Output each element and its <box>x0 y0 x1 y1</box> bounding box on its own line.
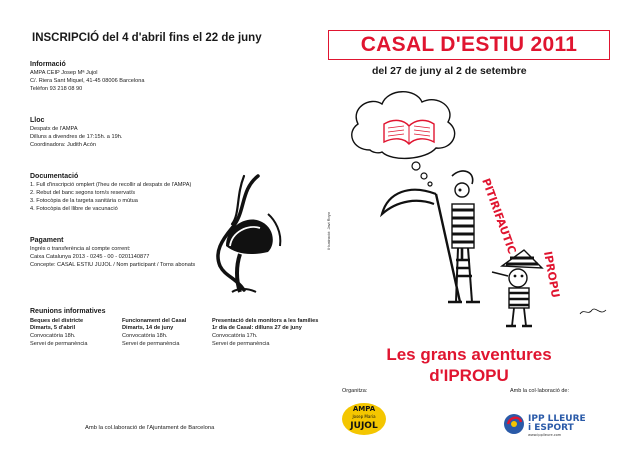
mushroom-illustration <box>0 0 312 310</box>
inscription-heading: INSCRIPCIÓ del 4 d'abril fins el 22 de juny <box>32 32 262 44</box>
ipp-logo-url: www.ipplleure.com <box>528 433 562 437</box>
collab-label: Amb la col·laboració de: <box>510 388 570 394</box>
informacio-line: AMPA CEIP Josep Mª Jujol <box>30 70 98 76</box>
reunion-column <box>122 318 200 348</box>
documentacio-line: 2. Rebut del banc segons torn/s reservat/s <box>30 190 136 196</box>
reunion-note: Servei de permanència <box>30 341 88 347</box>
reunion-column <box>212 318 322 348</box>
ipp-logo <box>502 410 612 438</box>
pagament-title: Pagament <box>30 237 64 244</box>
pagament-line: Ingrés o transferència al compte corrent: <box>30 246 131 252</box>
ampa-logo-line1: AMPA <box>352 405 376 413</box>
reunion-note: Servei de permanència <box>212 341 270 347</box>
reunion-time: Convocatòria 17h. <box>212 333 258 339</box>
reunion-column <box>30 318 110 348</box>
lloc-line: Despatx de l'AMPA <box>30 126 78 132</box>
adventure-line-2: d'IPROPU <box>429 366 509 385</box>
informacio-line: Telèfon 93 218 08 90 <box>30 86 83 92</box>
title-box <box>328 30 610 60</box>
ipropu-label: IPROPU <box>541 250 563 299</box>
reunion-name: Funcionament del Casal <box>122 318 187 324</box>
reunions-title: Reunions informatives <box>30 308 106 315</box>
ipp-logo-line2: i ESPORT <box>528 423 574 433</box>
pagament-line: Caixa Catalunya 2013 - 0245 - 00 - 0201140877 <box>30 254 150 260</box>
reunion-name: Presentació dels monitors a les famílies <box>212 318 319 324</box>
reunion-time: Convocatòria 18h. <box>122 333 168 339</box>
reunion-name: Beques del districte <box>30 318 84 324</box>
adventure-title <box>364 344 574 386</box>
informacio-line: C/. Riera Sant Miquel, 41-45 08006 Barcelona <box>30 78 145 84</box>
ipropu-illustration <box>312 80 625 345</box>
reunion-time: Convocatòria 18h. <box>30 333 76 339</box>
documentacio-line: 3. Fotocòpia de la targeta sanitària o mútua <box>30 198 138 204</box>
reunion-date: Dimarts, 5 d'abril <box>30 325 76 331</box>
pitirifautic-label: PITIRIFAUTIC <box>479 176 519 256</box>
lloc-title: Lloc <box>30 117 45 124</box>
right-panel <box>312 0 625 459</box>
documentacio-line: 4. Fotocòpia del llibre de vacunació <box>30 206 118 212</box>
ampa-logo-line3: JUJOL <box>350 421 378 431</box>
reunion-date: Dimarts, 14 de juny <box>122 325 174 331</box>
lloc-line: Coordinadora: Judith Acón <box>30 142 96 148</box>
page-title: CASAL D'ESTIU 2011 <box>360 33 578 56</box>
dates-subtitle: del 27 de juny al 2 de setembre <box>372 65 527 77</box>
adventure-line-1: Les grans aventures <box>386 345 552 364</box>
reunion-date: 1r dia de Casal: dilluns 27 de juny <box>212 325 302 331</box>
ipp-logo-line1: IPP LLEURE <box>528 414 586 424</box>
organitza-label: Organitza: <box>342 388 368 394</box>
documentacio-line: 1. Full d'inscripció omplert (l'heu de recollir al despatx de l'AMPA) <box>30 182 192 188</box>
ampa-logo-line2: Josep Maria <box>352 414 376 419</box>
lloc-line: Dilluns a divendres de 17:15h. a 19h. <box>30 134 123 140</box>
pagament-line: Concepte: CASAL ESTIU JUJOL / Nom participant / Torns abonats <box>30 262 196 268</box>
documentacio-title: Documentació <box>30 173 79 180</box>
ampa-logo <box>340 397 388 437</box>
informacio-title: Informació <box>30 61 66 68</box>
illustration-credit: Il·lustració: Javi Royo <box>326 211 331 250</box>
ajuntament-credit: Amb la col.laboració de l'Ajuntament de Barcelona <box>85 425 215 431</box>
reunion-note: Servei de permanència <box>122 341 180 347</box>
reunions-section <box>30 308 319 348</box>
